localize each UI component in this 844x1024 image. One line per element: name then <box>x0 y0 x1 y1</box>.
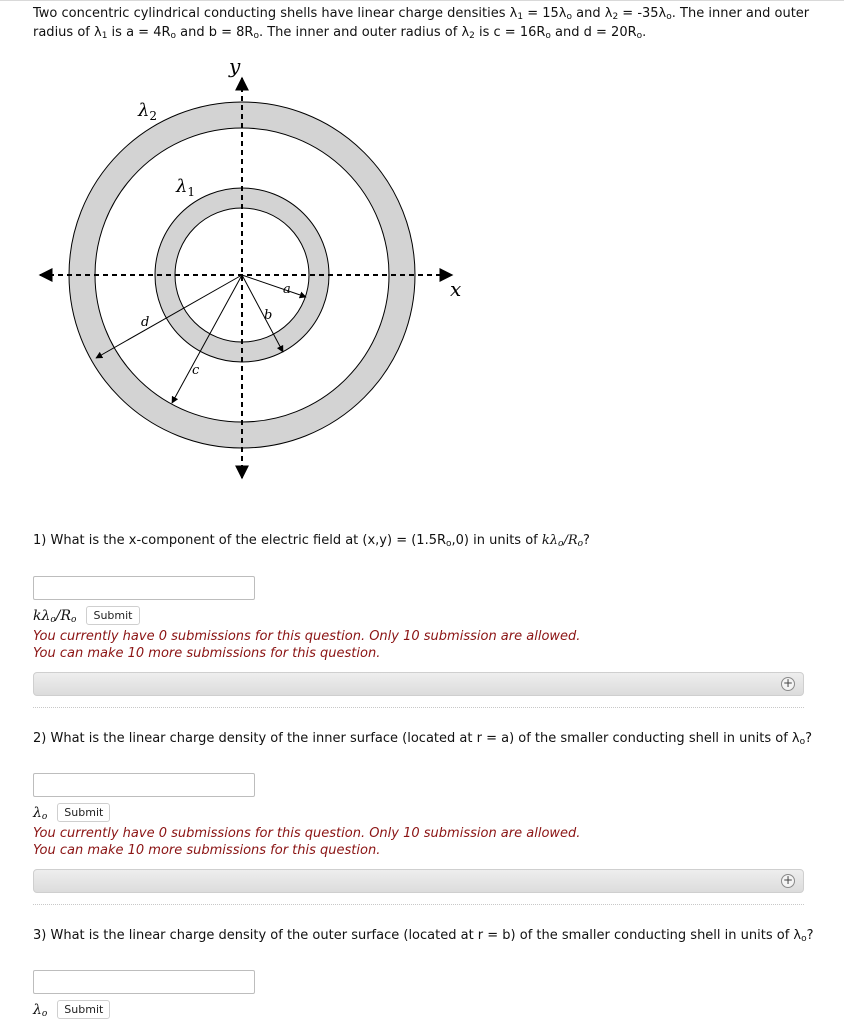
text: ,0) in units of <box>451 533 542 548</box>
question-3-answer-input[interactable] <box>33 970 255 994</box>
text: radius of λ <box>33 25 102 40</box>
text: kλ <box>541 533 559 548</box>
sub: o <box>170 31 177 41</box>
question-1-separator <box>33 707 804 708</box>
sub: o <box>41 1008 48 1019</box>
text: /R <box>563 533 578 548</box>
d-label: d <box>141 315 150 330</box>
text: 2) What is the linear charge density of the inner surface (located at r = a) of the smaller conducting shell in units of λ <box>33 731 800 746</box>
sub: o <box>577 539 584 549</box>
text: and d = 20R <box>550 25 637 40</box>
question-2-submissions-remaining: You can make 10 more submissions for this question. <box>33 843 381 858</box>
question-1-prompt <box>33 533 590 548</box>
question-2-separator <box>33 904 804 905</box>
expand-plus-icon[interactable]: + <box>782 873 794 887</box>
text: . <box>642 25 647 40</box>
question-3-unit-row <box>33 1000 110 1019</box>
question-2-messages <box>33 825 580 859</box>
y-axis-label: y <box>229 54 241 78</box>
sub: o <box>41 811 48 822</box>
text: kλ <box>33 607 51 624</box>
question-3-unit <box>33 1002 47 1018</box>
question-2-submission-count: You currently have 0 submissions for this question. Only 10 submission are allowed. <box>33 826 581 841</box>
question-1-unit-row <box>33 606 140 625</box>
text: ? <box>583 533 590 548</box>
text: Two concentric cylindrical conducting shells have linear charge densities λ <box>33 6 518 21</box>
question-2-submit-button[interactable]: Submit <box>57 803 110 822</box>
text: . The inner and outer radius of λ <box>258 25 470 40</box>
question-1-answer-input[interactable] <box>33 576 255 600</box>
sub: 2 <box>469 31 475 41</box>
question-1-unit <box>33 608 76 624</box>
c-label: c <box>192 363 200 378</box>
text: and b = 8R <box>176 25 254 40</box>
sub: o <box>799 737 806 747</box>
sub: o <box>801 934 807 944</box>
math <box>542 533 583 548</box>
expand-plus-icon[interactable]: + <box>782 676 794 690</box>
text: and λ <box>572 6 613 21</box>
question-1-submission-count: You currently have 0 submissions for this question. Only 10 submission are allowed. <box>33 629 581 644</box>
sub: 1 <box>101 31 108 41</box>
text: = -35λ <box>618 6 667 21</box>
a-label: a <box>283 282 291 297</box>
question-2-hint-bar[interactable] <box>33 869 804 893</box>
question-2-unit <box>33 805 47 821</box>
text: /R <box>55 607 72 624</box>
text: 3) What is the linear charge density of the outer surface (located at r = b) of the smaller conducting shell in units of λ <box>33 928 802 943</box>
x-axis-label: x <box>450 277 462 301</box>
question-2-unit-row <box>33 803 110 822</box>
lambda2-label <box>137 100 157 123</box>
sub: 2 <box>612 12 619 22</box>
lambda2-sub: 2 <box>149 109 158 123</box>
lambda1-label <box>175 176 195 199</box>
sub: o <box>558 539 564 549</box>
b-label: b <box>264 308 273 323</box>
lambda1-sub: 1 <box>187 185 196 199</box>
sub: o <box>636 31 643 41</box>
sub: o <box>71 614 77 625</box>
text: is c = 16R <box>474 25 546 40</box>
question-3-prompt <box>33 928 814 943</box>
text: ? <box>805 731 813 746</box>
text: ? <box>806 928 814 943</box>
sub: o <box>545 31 551 41</box>
text: is a = 4R <box>107 25 171 40</box>
sub: o <box>666 12 672 22</box>
sub: o <box>253 31 259 41</box>
question-1-submissions-remaining: You can make 10 more submissions for this question. <box>33 646 381 661</box>
question-1-submit-button[interactable]: Submit <box>86 606 139 625</box>
sub: o <box>446 539 452 549</box>
question-2-answer-input[interactable] <box>33 773 255 797</box>
text: λ <box>33 804 42 821</box>
lambda1-symbol: λ <box>176 176 188 197</box>
lambda2-symbol: λ <box>138 100 150 121</box>
sub: o <box>50 614 56 625</box>
question-2-prompt <box>33 731 812 746</box>
text: 1) What is the x-component of the electric field at (x,y) = (1.5R <box>33 533 447 548</box>
question-3-submit-button[interactable]: Submit <box>57 1000 110 1019</box>
concentric-shells-figure <box>0 0 844 500</box>
text: λ <box>33 1001 42 1018</box>
question-1-hint-bar[interactable] <box>33 672 804 696</box>
sub: o <box>566 12 573 22</box>
text: = 15λ <box>523 6 567 21</box>
sub: 1 <box>517 12 524 22</box>
text: . The inner and outer <box>671 6 810 21</box>
question-1-messages <box>33 628 580 662</box>
